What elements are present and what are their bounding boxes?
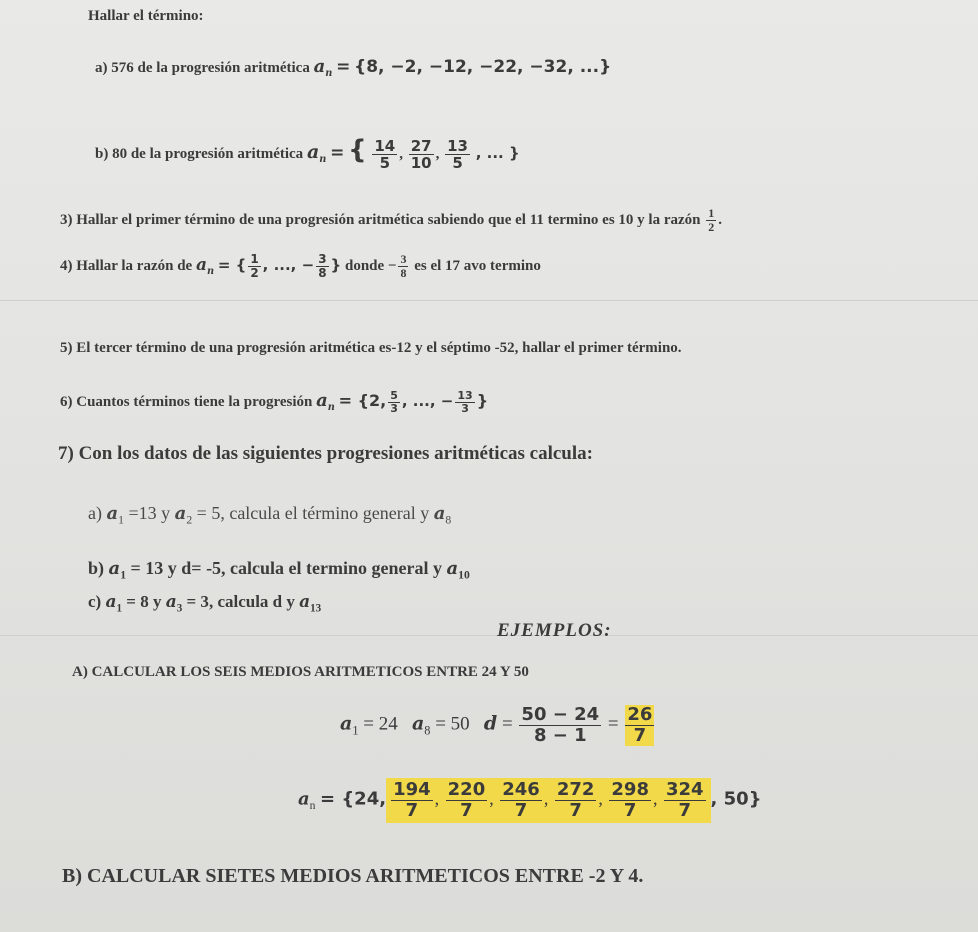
item-text: 80 de la progresión aritmética (112, 146, 304, 162)
question-6 (60, 390, 488, 415)
section-title: Hallar el término: (88, 8, 204, 24)
text-fragment: 220 (447, 779, 486, 800)
text-fragment: 7 (460, 799, 473, 821)
item-label: b) (95, 146, 109, 162)
text-fragment: =13 y (128, 503, 171, 523)
text-fragment: 13 (457, 389, 473, 402)
text-fragment: 7 (569, 799, 582, 821)
text-fragment: a (108, 558, 121, 579)
text-fragment: } (330, 256, 342, 275)
paper-fold (0, 300, 978, 301)
fraction (609, 780, 651, 821)
question-4 (60, 253, 541, 280)
fraction (664, 780, 706, 821)
text-fragment: y (152, 592, 162, 611)
item-text: 576 de la progresión aritmética (111, 60, 310, 76)
text-fragment: 10 (410, 154, 432, 173)
math-set: {8, −2, −12, −22, −32, ...} (354, 57, 612, 77)
fraction (500, 780, 542, 821)
example-b-title: B) CALCULAR SIETES MEDIOS ARITMETICOS ENTRE -2 Y 4. (62, 865, 644, 887)
question-3 (60, 207, 722, 234)
math-eq: = (330, 143, 345, 163)
paper-fold (0, 635, 978, 636)
text-fragment: a (105, 592, 117, 612)
question-5: 5) El tercer término de una progresión aritmética es-12 y el séptimo -52, hallar el primer término. (60, 340, 682, 356)
fraction (388, 390, 400, 415)
text-fragment: n (309, 799, 316, 813)
math-eq: = (336, 57, 351, 77)
text-fragment: a (433, 503, 446, 524)
text-fragment: 2 (186, 513, 193, 527)
text-fragment: = {2, (338, 391, 387, 411)
text-fragment: 1 (118, 513, 124, 527)
text-fragment: 10 (458, 568, 470, 582)
fraction (446, 780, 488, 821)
item-a (95, 56, 611, 79)
math-var: a (306, 141, 320, 163)
text-fragment: 14 (374, 136, 396, 155)
text-fragment: = (501, 713, 513, 735)
text-fragment: , ..., − (401, 392, 454, 411)
fraction (372, 138, 397, 172)
highlighted-means: $\frac{194}{7}$ , $\frac{220}{7}$ , $\frac{246}{7}$ , $\frac{272}{7}$ , $\frac{298}{7}$ , $\frac{324}{7}$ (386, 778, 710, 823)
fraction (316, 253, 328, 280)
text-fragment: . (718, 212, 722, 229)
text-fragment: 298 (611, 779, 649, 800)
text-fragment: es el 17 avo termino (414, 258, 541, 275)
fraction (391, 780, 433, 821)
highlighted-fraction (625, 705, 654, 746)
fraction (409, 138, 434, 172)
text-fragment: 8 − 1 (533, 724, 587, 746)
text-fragment: a (411, 712, 425, 735)
text-fragment: } (476, 391, 489, 411)
text-fragment: 27 (410, 136, 432, 155)
text-fragment: 5 (379, 154, 391, 173)
text-fragment: d (483, 712, 498, 735)
question-7a (88, 503, 451, 527)
text-fragment: = 13 (130, 558, 164, 578)
text-fragment: 324 (665, 779, 704, 800)
text-fragment: , ..., − (262, 256, 315, 275)
text-fragment: a (106, 503, 119, 524)
text-fragment: = (607, 713, 619, 735)
question-text: 6) Cuantos términos tiene la progresión (60, 394, 313, 411)
text-fragment: 1 (352, 723, 359, 738)
text-fragment: 3 (318, 252, 327, 266)
text-fragment: = 50 (435, 713, 470, 735)
math-brace: { (348, 135, 367, 165)
text-fragment: a) (88, 503, 102, 523)
text-fragment: a (340, 712, 353, 735)
question-text: 3) Hallar el primer término de una progresión aritmética sabiendo que el 11 termino es 10 y la razón (60, 212, 701, 229)
text-fragment: , calcula el término general y (220, 503, 430, 523)
text-fragment: 8 (400, 266, 407, 281)
fraction (519, 705, 601, 746)
text-fragment: a (174, 503, 187, 524)
text-fragment: 2 (708, 220, 715, 235)
text-fragment: n (206, 266, 215, 278)
text-fragment: n (327, 402, 335, 414)
text-fragment: a (446, 558, 459, 579)
text-fragment: 2 (250, 266, 259, 281)
text-fragment: b) (88, 558, 105, 578)
text-fragment: 1 (116, 602, 123, 615)
text-fragment: a (165, 592, 177, 612)
text-fragment: 13 (310, 602, 322, 615)
text-fragment: 3 (176, 602, 183, 615)
text-fragment: 50 − 24 (521, 704, 600, 725)
text-fragment: 5 (390, 389, 398, 402)
example-a-difference (340, 705, 656, 746)
question-text: 4) Hallar la razón de (60, 258, 193, 275)
text-fragment: a (298, 788, 310, 810)
fraction (455, 390, 474, 415)
text-fragment: 272 (556, 779, 595, 800)
math-var: a (313, 56, 326, 77)
text-fragment: 1 (250, 252, 259, 266)
text-fragment: 8 (445, 513, 452, 527)
text-fragment: 194 (393, 779, 431, 800)
math-tail: , ... } (475, 144, 520, 162)
examples-heading: EJEMPLOS: (497, 620, 612, 641)
text-fragment: y d= -5, calcula el termino general y (167, 558, 442, 578)
text-fragment: a (316, 390, 328, 412)
text-fragment: a (195, 255, 207, 276)
text-fragment: a (299, 592, 311, 612)
text-fragment: c) (88, 592, 102, 611)
text-fragment: 26 (627, 704, 653, 725)
text-fragment: = 8 (126, 592, 149, 611)
text-fragment: donde − (344, 258, 397, 275)
text-fragment: 8 (424, 723, 431, 738)
text-fragment: = { (217, 256, 247, 275)
text-fragment: 7 (678, 799, 692, 821)
text-fragment: = 3 (186, 592, 209, 611)
text-fragment: 7 (514, 799, 528, 821)
fraction (248, 253, 260, 280)
fraction (445, 138, 470, 172)
math-sub: n (319, 154, 327, 165)
text-fragment: 7 (405, 799, 419, 821)
text-fragment: 7 (623, 799, 637, 821)
text-fragment: 3 (400, 252, 407, 266)
question-7: 7) Con los datos de las siguientes progresiones aritméticas calcula: (58, 443, 593, 464)
text-fragment: 1 (708, 206, 715, 220)
text-fragment: 7 (633, 724, 647, 746)
text-fragment: 13 (447, 136, 468, 155)
text-fragment: = {24, (320, 788, 387, 810)
text-fragment: 246 (502, 779, 540, 800)
item-label: a) (95, 60, 108, 76)
question-7c (88, 592, 321, 614)
text-fragment: 1 (120, 568, 127, 582)
text-fragment: 3 (390, 402, 398, 416)
text-fragment: = 24 (363, 713, 398, 735)
question-7b (88, 558, 470, 582)
text-fragment: , calcula d y (208, 592, 295, 611)
text-fragment: 8 (318, 266, 327, 281)
fraction (555, 780, 597, 821)
math-sub: n (325, 68, 333, 79)
example-a-sequence (298, 778, 762, 823)
fraction (706, 207, 716, 234)
example-a-title: A) CALCULAR LOS SEIS MEDIOS ARITMETICOS ENTRE 24 Y 50 (72, 664, 529, 680)
text-fragment: 3 (461, 402, 469, 416)
text-fragment: = 5 (196, 503, 221, 523)
text-fragment: , 50} (710, 788, 762, 810)
fraction (398, 253, 408, 280)
text-fragment: 5 (452, 154, 463, 173)
item-b: b) 80 de la progresión aritmética $a_n$ = { $\frac{14}{5}$ , $\frac{27}{10}$ , $\frac{13}{5}$ , ... } (95, 135, 520, 173)
